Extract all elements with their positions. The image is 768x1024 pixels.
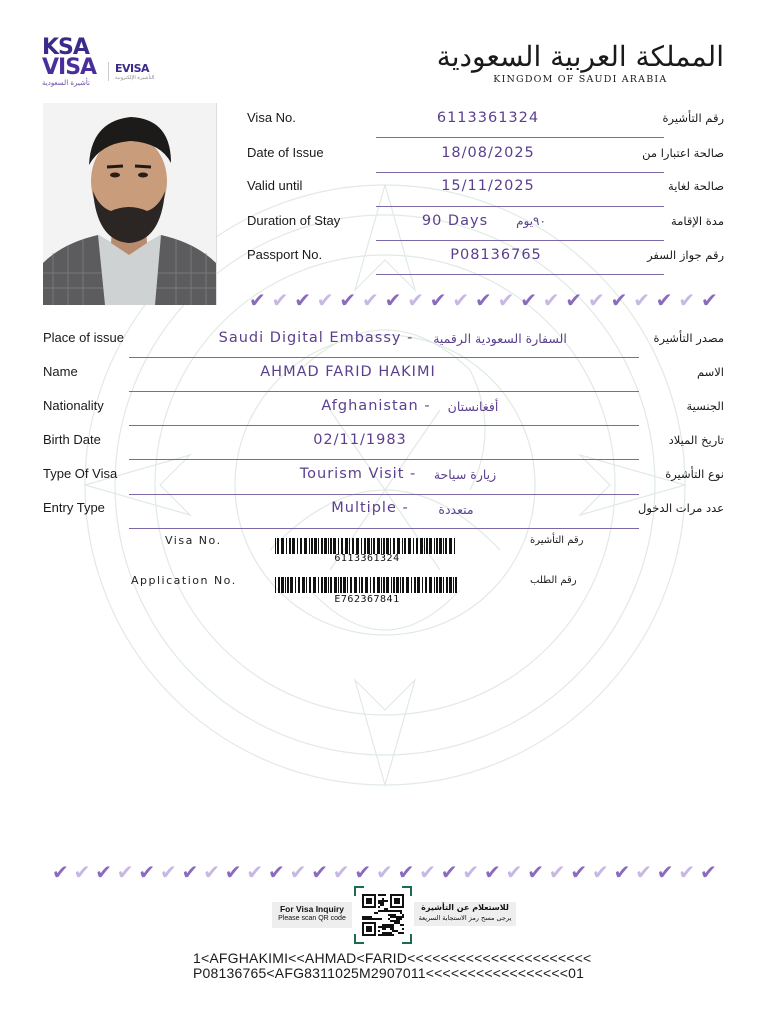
field-label: Date of Issue	[247, 145, 324, 160]
ksa-logo-line1: KSA	[42, 35, 89, 60]
barcode-label-arabic: رقم التأشيرة	[530, 535, 584, 546]
checkmark-icon: ✔	[497, 288, 515, 312]
kingdom-title-arabic: المملكة العربية السعودية	[436, 40, 724, 73]
field-value: 90 Days	[421, 213, 489, 229]
kingdom-header	[437, 40, 724, 85]
field-label-arabic: رقم التأشيرة	[662, 111, 724, 125]
checkmark-icon: ✔	[527, 860, 544, 884]
field-label: Visa No.	[247, 110, 296, 125]
field-value: Tourism Visit -	[299, 466, 417, 482]
field-label: Valid until	[247, 178, 303, 193]
divider	[376, 206, 664, 207]
divider	[376, 137, 664, 138]
field-label: Birth Date	[43, 432, 101, 447]
qr-ar-line2: يرجى مسح رمز الاستجابة السريعة	[418, 914, 512, 922]
checkmark-icon: ✔	[73, 860, 91, 884]
checkmark-icon: ✔	[429, 288, 447, 312]
field-value: AHMAD FARID HAKIMI	[260, 364, 436, 380]
checkmark-icon: ✔	[376, 860, 393, 884]
divider	[129, 357, 639, 358]
field-value: Saudi Digital Embassy -	[218, 330, 414, 346]
checkmark-icon: ✔	[656, 860, 674, 884]
checkmark-icon: ✔	[635, 860, 652, 884]
ksa-visa-logo	[42, 35, 104, 87]
field-label: Name	[43, 364, 78, 379]
field-label-arabic: صالحة لغاية	[668, 179, 724, 193]
checkmark-icon: ✔	[475, 288, 492, 312]
field-label-arabic: صالحة اعتبارا من	[642, 146, 724, 160]
checkmark-icon: ✔	[384, 288, 402, 312]
field-value: Afghanistan -	[321, 398, 431, 414]
checkmark-icon: ✔	[610, 288, 628, 312]
checkmark-icon: ✔	[397, 860, 415, 884]
evisa-logo-text: EVISA	[115, 62, 150, 75]
checkmark-icon: ✔	[160, 860, 177, 884]
field-label: Entry Type	[43, 500, 105, 515]
field-label-arabic: رقم جواز السفر	[647, 248, 724, 262]
checkmark-icon: ✔	[407, 288, 424, 312]
checkmark-icon: ✔	[203, 860, 220, 884]
barcode-label: Application No.	[131, 574, 237, 587]
checkmark-icon: ✔	[339, 288, 357, 312]
barcode-number: E762367841	[334, 594, 400, 605]
checkmark-icon: ✔	[95, 860, 112, 884]
field-value: 6113361324	[436, 110, 540, 126]
checkmark-icon: ✔	[462, 860, 480, 884]
field-value: 15/11/2025	[441, 178, 535, 194]
kingdom-title-english: KINGDOM OF SAUDI ARABIA	[493, 74, 668, 85]
field-value: P08136765	[450, 247, 542, 263]
holder-photo	[43, 103, 217, 305]
qr-code[interactable]	[354, 886, 412, 944]
qr-en-line2: Please scan QR code	[278, 915, 346, 922]
barcode-label-arabic: رقم الطلب	[530, 575, 577, 586]
field-label-arabic: مصدر التأشيرة	[653, 331, 724, 345]
ksa-logo-arabic: تأشيرة السعودية	[42, 79, 90, 87]
checkmark-icon: ✔	[138, 860, 156, 884]
divider	[376, 172, 664, 173]
mrz-line-1: 1<AFGHAKIMI<<AHMAD<FARID<<<<<<<<<<<<<<<<<<<<<<	[193, 950, 592, 966]
checkmark-icon: ✔	[181, 860, 199, 884]
checkmark-icon: ✔	[224, 860, 242, 884]
checkmark-icon: ✔	[362, 288, 379, 312]
field-label: Type Of Visa	[43, 466, 118, 481]
checkmark-icon: ✔	[271, 288, 289, 312]
checkmark-icon: ✔	[452, 288, 470, 312]
checkmark-icon: ✔	[246, 860, 264, 884]
field-label: Place of issue	[43, 330, 124, 345]
checkmark-icon: ✔	[52, 860, 69, 884]
checkmark-icon: ✔	[588, 288, 605, 312]
field-label-arabic: تاريخ الميلاد	[668, 433, 724, 447]
ksa-logo-line2: VISA	[42, 55, 97, 80]
field-label: Nationality	[43, 398, 104, 413]
field-label-arabic: عدد مرات الدخول	[638, 501, 724, 515]
evisa-logo-arabic: التأشيرة الإلكترونية	[115, 75, 155, 81]
checkmark-icon: ✔	[249, 288, 266, 312]
field-label-arabic: الاسم	[696, 365, 724, 379]
checkmark-icon: ✔	[484, 860, 501, 884]
qr-text-english	[272, 902, 352, 928]
checkmark-icon: ✔	[655, 288, 673, 312]
checkmark-icon: ✔	[354, 860, 372, 884]
divider	[129, 459, 639, 460]
qr-inquiry-block	[268, 886, 516, 942]
divider	[129, 528, 639, 529]
checkmark-icon: ✔	[592, 860, 609, 884]
field-value: Multiple -	[331, 500, 409, 516]
checkmark-icon: ✔	[633, 288, 650, 312]
checkmark-icon: ✔	[316, 288, 334, 312]
divider	[376, 274, 664, 275]
checkmark-icon: ✔	[701, 288, 718, 312]
qr-ar-line1: للاستعلام عن التأشيرة	[421, 903, 509, 912]
checkmark-icon: ✔	[613, 860, 631, 884]
field-label-arabic: نوع التأشيرة	[665, 467, 724, 481]
divider	[129, 494, 639, 495]
checkmark-icon: ✔	[700, 860, 717, 884]
field-label: Duration of Stay	[247, 213, 341, 228]
checkmark-icon: ✔	[678, 860, 696, 884]
field-label: Passport No.	[247, 247, 323, 262]
checkmark-icon: ✔	[289, 860, 307, 884]
field-label-arabic: مدة الإقامة	[671, 214, 724, 228]
checkmark-icon: ✔	[419, 860, 436, 884]
visa-barcode	[275, 538, 459, 554]
checkmark-icon: ✔	[520, 288, 537, 312]
checkmark-icon: ✔	[294, 288, 311, 312]
barcode-label: Visa No.	[165, 534, 222, 547]
checkmark-icon: ✔	[565, 288, 583, 312]
application-barcode	[275, 577, 459, 593]
field-value-arabic: ٩٠يوم	[516, 214, 546, 228]
checkmark-icon: ✔	[570, 860, 588, 884]
field-value: 18/08/2025	[441, 145, 535, 161]
checkmark-icon: ✔	[268, 860, 285, 884]
evisa-logo	[108, 62, 154, 81]
field-value-arabic: أفغانستان	[447, 399, 499, 414]
qr-en-line1: For Visa Inquiry	[279, 904, 345, 914]
checkmark-icon: ✔	[332, 860, 350, 884]
divider	[129, 425, 639, 426]
checkmark-icon: ✔	[311, 860, 328, 884]
divider	[129, 391, 639, 392]
checkmark-icon: ✔	[678, 288, 696, 312]
checkmark-icon: ✔	[542, 288, 560, 312]
qr-text-arabic	[414, 902, 516, 926]
field-value-arabic: متعددة	[438, 502, 474, 517]
checkmark-icon: ✔	[505, 860, 523, 884]
mrz-line-2: P08136765<AFG8311025M2907011<<<<<<<<<<<<<<<<<01	[193, 965, 585, 981]
barcode-number: 6113361324	[334, 553, 400, 564]
checkmark-icon: ✔	[116, 860, 134, 884]
divider	[376, 240, 664, 241]
field-value-arabic: زيارة سياحة	[433, 467, 497, 482]
field-value: 02/11/1983	[313, 432, 407, 448]
field-value-arabic: السفارة السعودية الرقمية	[433, 331, 567, 346]
checkmark-icon: ✔	[548, 860, 566, 884]
checkmark-icon: ✔	[440, 860, 458, 884]
field-label-arabic: الجنسية	[686, 399, 724, 413]
